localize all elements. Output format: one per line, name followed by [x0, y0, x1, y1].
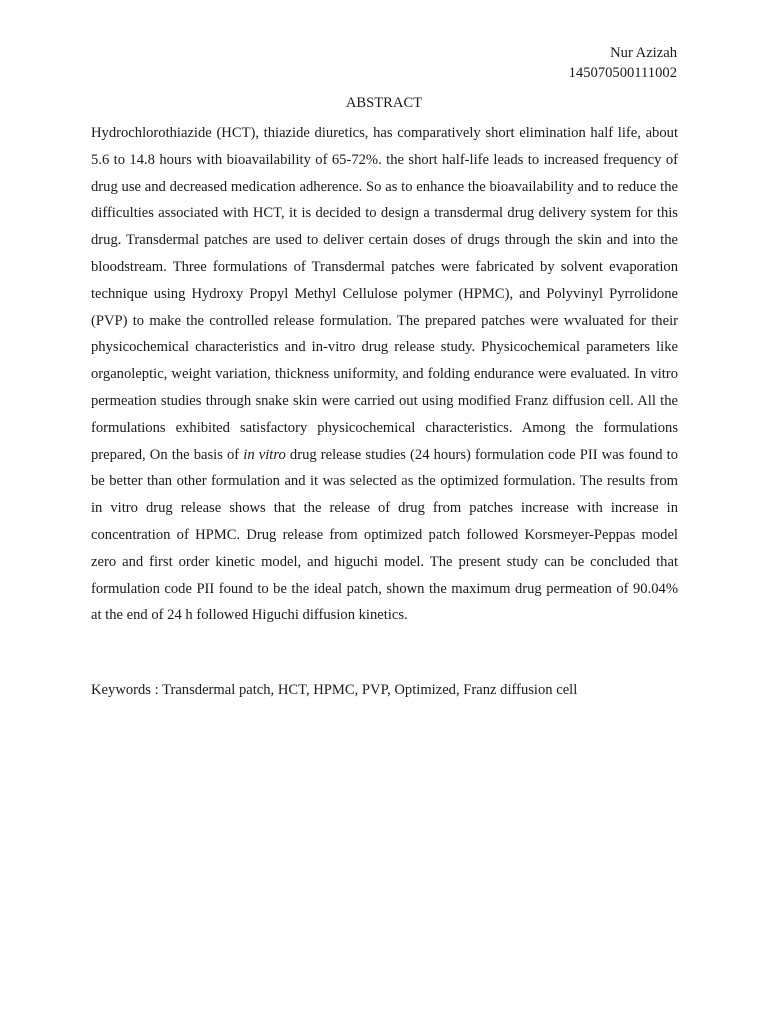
- keywords-line: Keywords : Transdermal patch, HCT, HPMC, PVP, Optimized, Franz diffusion cell: [91, 682, 578, 698]
- author-block: [569, 43, 677, 83]
- student-id: 145070500111002: [568, 65, 677, 81]
- abstract-body: [91, 120, 678, 629]
- abstract-text-part2: drug release studies (24 hours) formulation code PII was found to be better than other formulation and it was selected as the optimized formulation. The results from in vitro drug release shows that the release of drug from patches increase with increase in concentration of HPMC. Drug release from optimized patch followed Korsmeyer-Peppas model zero and first order kinetic model, and higuchi model. The present study can be concluded that formulation code PII found to be the ideal patch, shown the maximum drug permeation of 90.04% at the end of 24 h followed Higuchi diffusion kinetics.: [91, 446, 678, 624]
- abstract-heading: ABSTRACT: [345, 95, 423, 111]
- abstract-italic-term: in vitro: [243, 446, 286, 463]
- abstract-text-part1: Hydrochlorothiazide (HCT), thiazide diuretics, has comparatively short elimination half life, about 5.6 to 14.8 hours with bioavailability of 65-72%. the short half-life leads to increased frequency of drug use and decreased medication adherence. So as to enhance the bioavailability and to reduce the difficulties associated with HCT, it is decided to design a transdermal drug delivery system for this drug. Transdermal patches are used to deliver certain doses of drugs through the skin and into the bloodstream. Three formulations of Transdermal patches were fabricated by solvent evaporation technique using Hydroxy Propyl Methyl Cellulose polymer (HPMC), and Polyvinyl Pyrrolidone (PVP) to make the controlled release formulation. The prepared patches were wvaluated for their physicochemical characteristics and in-vitro drug release study. Physicochemical parameters like organoleptic, weight variation, thickness uniformity, and folding endurance were evaluated. In vitro permeation studies through snake skin were carried out using modified Franz diffusion cell. All the formulations exhibited satisfactory physicochemical characteristics. Among the formulations prepared, On the basis of: [91, 125, 678, 463]
- author-name: Nur Azizah: [610, 45, 677, 61]
